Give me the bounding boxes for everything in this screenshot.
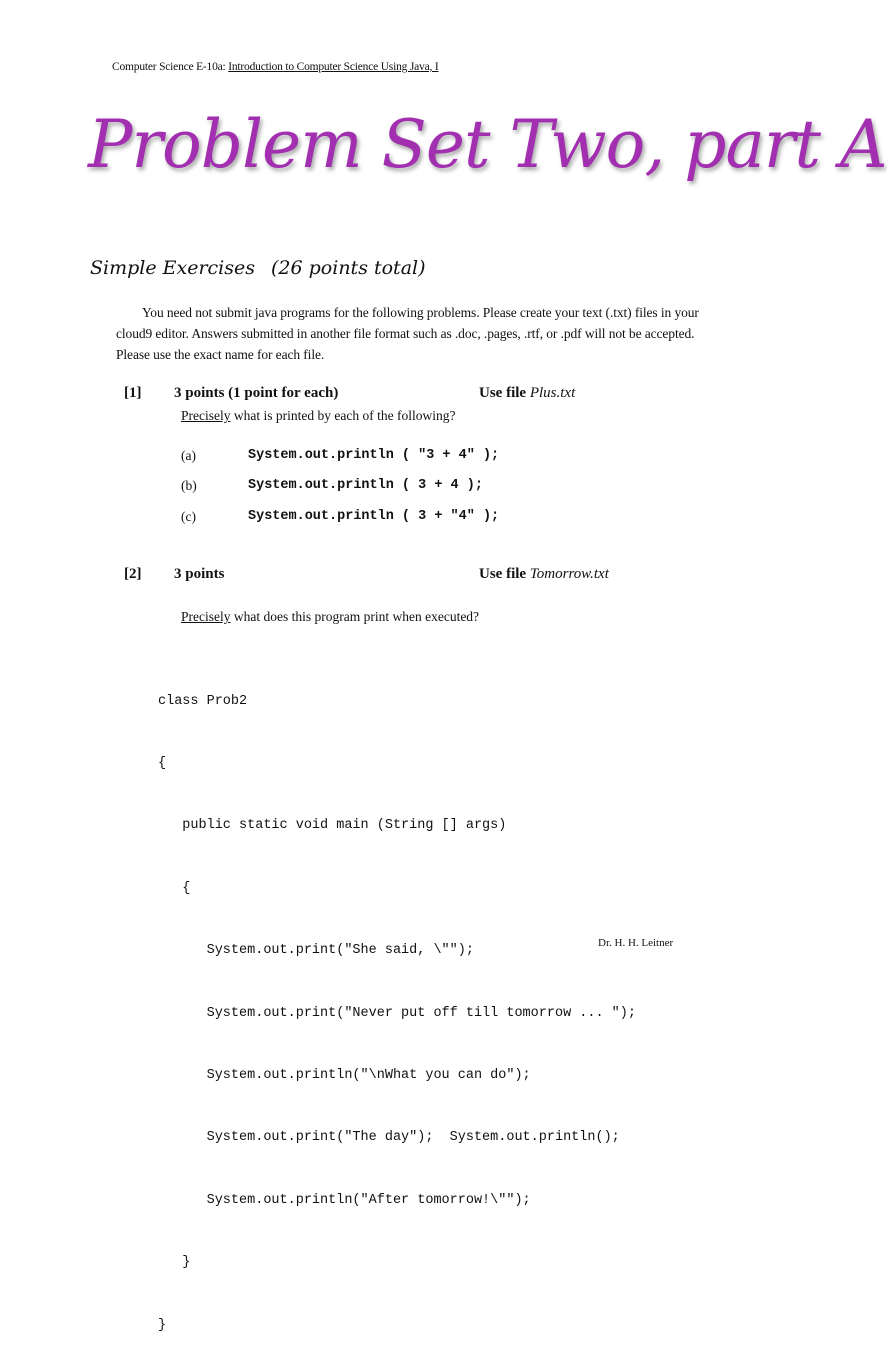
instruction-text: what does this program print when executed?: [230, 609, 480, 624]
problem-1-instruction: [181, 408, 455, 424]
code-line: class Prob2: [158, 693, 248, 709]
instruction-emphasis: Precisely: [181, 408, 231, 423]
problem-2-number: [2]: [124, 566, 142, 582]
instruction-text: what is printed by each of the following?: [230, 408, 456, 423]
problem-2-points: 3 points: [174, 566, 225, 582]
file-name: Tomorrow.txt: [529, 566, 609, 582]
item-b-label: (b): [181, 478, 197, 493]
document-title: Problem Set Two, part A: [88, 106, 887, 183]
course-code: Computer Science E-10a:: [112, 61, 226, 73]
intro-paragraph: You need not submit java programs for the following problems. Please create your text (.txt) files in your cloud9 editor. Answers submitted in another file format such as .doc, .pages, .rtf, or .pdf will not be accepted. Please use the exact name for each file.: [116, 305, 699, 362]
code-line: public static void main (String [] args): [158, 818, 507, 834]
item-a-label: (a): [181, 448, 196, 463]
code-line: System.out.print("Never put off till tomorrow ... ");: [158, 1005, 636, 1021]
problem-1-number: [1]: [124, 385, 142, 401]
problem-1-points: 3 points (1 point for each): [174, 385, 339, 401]
instruction-emphasis: Precisely: [181, 609, 231, 624]
code-line: {: [158, 755, 167, 771]
section-heading: [90, 257, 426, 279]
file-label: Use file: [479, 385, 527, 401]
item-b-code: System.out.println ( 3 + 4 );: [248, 478, 483, 493]
section-points: (26 points total): [271, 257, 426, 279]
code-line: System.out.println("After tomorrow!\"");: [158, 1192, 531, 1208]
section-title: Simple Exercises: [90, 257, 256, 279]
file-name: Plus.txt: [529, 385, 576, 401]
item-a-code: System.out.println ( "3 + 4" );: [248, 448, 500, 463]
problem-2-file: [479, 566, 609, 583]
code-block: [158, 650, 636, 1357]
code-line: System.out.println("\nWhat you can do");: [158, 1067, 531, 1083]
item-c-label: (c): [181, 509, 196, 524]
code-line: System.out.print("The day"); System.out.println();: [158, 1130, 620, 1146]
code-line: {: [158, 880, 191, 896]
code-line: }: [158, 1317, 167, 1333]
file-label: Use file: [479, 566, 527, 582]
author-footer: Dr. H. H. Leitner: [598, 937, 674, 949]
problem-1-file: [479, 385, 575, 402]
code-line: }: [158, 1255, 191, 1271]
course-header: [112, 61, 438, 73]
item-c-code: System.out.println ( 3 + "4" );: [248, 509, 500, 524]
problem-2-instruction: [181, 609, 479, 625]
code-line: System.out.print("She said, \"");: [158, 943, 474, 959]
course-title: Introduction to Computer Science Using Java, I: [228, 61, 439, 73]
